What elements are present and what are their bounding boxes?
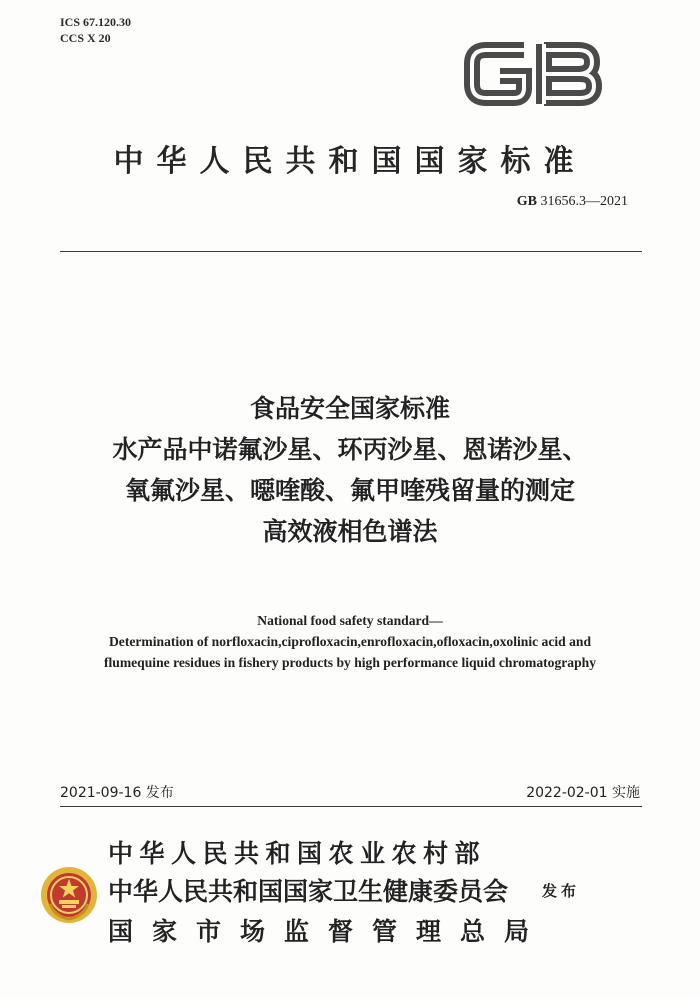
english-title-line-1: National food safety standard— xyxy=(257,613,443,628)
issuer-agriculture-ministry: 中华人民共和国农业农村部 xyxy=(108,839,487,868)
classification-codes xyxy=(60,14,131,46)
english-title xyxy=(10,610,690,673)
national-emblem-seal-icon xyxy=(40,866,98,924)
issuer-health-commission: 中华人民共和国国家卫生健康委员会 xyxy=(108,877,509,906)
standard-number xyxy=(517,194,628,210)
chinese-title xyxy=(20,388,680,552)
gb-logo-icon xyxy=(462,36,604,112)
chinese-title-line-1: 食品安全国家标准 xyxy=(249,394,450,423)
publish-label: 发布 xyxy=(542,882,581,900)
national-standard-heading: 中华人民共和国国家标准 xyxy=(113,144,587,179)
issue-date: 2021-09-16 发布 xyxy=(60,785,174,801)
ccs-code: CCS X 20 xyxy=(60,31,111,45)
chinese-title-line-2: 水产品中诺氟沙星、环丙沙星、恩诺沙星、 xyxy=(112,435,588,464)
issuer-market-regulation: 国家市场监督管理总局 xyxy=(108,917,549,946)
chinese-title-line-4: 高效液相色谱法 xyxy=(262,517,438,546)
bottom-divider xyxy=(60,806,642,807)
standard-number-value: 31656.3—2021 xyxy=(540,194,628,209)
chinese-title-line-3: 氧氟沙星、噁喹酸、氟甲喹残留量的测定 xyxy=(124,476,575,505)
ics-code: ICS 67.120.30 xyxy=(60,15,132,29)
standard-number-prefix: GB xyxy=(516,194,537,209)
implementation-date: 2022-02-01 实施 xyxy=(526,785,640,801)
english-title-line-2: Determination of norfloxacin,ciprofloxacin,enrofloxacin,ofloxacin,oxolinic acid and xyxy=(108,634,592,649)
english-title-line-3: flumequine residues in fishery products by high performance liquid chromatography xyxy=(103,655,597,670)
top-divider xyxy=(60,251,642,252)
